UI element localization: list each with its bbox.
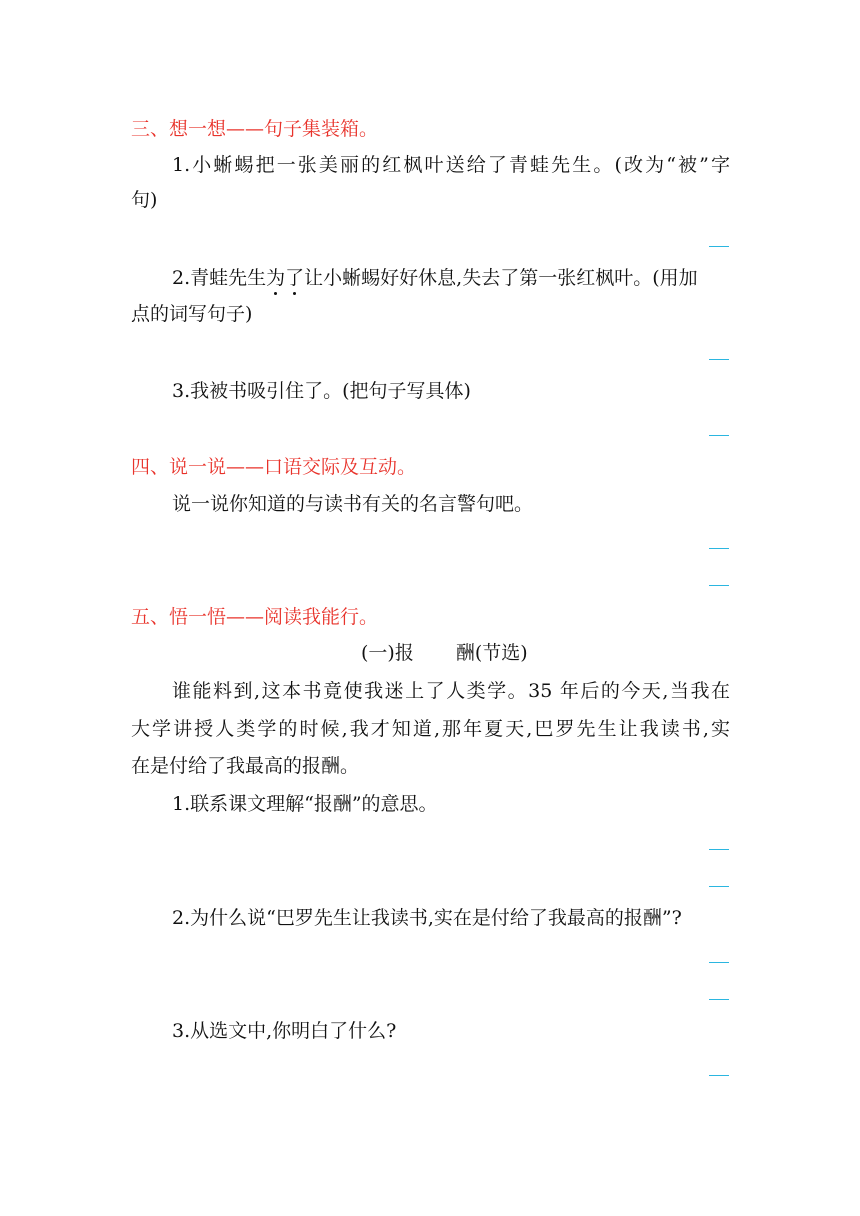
section3-heading: 三、想一想——句子集装箱。 [131, 118, 379, 140]
answer-line[interactable] [709, 359, 729, 360]
question5-3: 3.从选文中,你明白了什么? [172, 1020, 397, 1042]
answer-line[interactable] [709, 1075, 729, 1076]
answer-line[interactable] [709, 585, 729, 586]
section5-heading: 五、悟一悟——阅读我能行。 [131, 606, 379, 628]
question3-2-line2: 点的词写句子) [131, 303, 253, 325]
passage-line: 谁能料到,这本书竟使我迷上了人类学。35 年后的今天,当我在 [172, 680, 730, 702]
question3-1-line2: 句) [131, 189, 158, 211]
emphasis-dot-char: 为 [266, 267, 286, 289]
answer-line[interactable] [709, 435, 729, 436]
passage-line: 在是付给了我最高的报酬。 [131, 755, 360, 777]
question3-1-line1: 1.小蜥蜴把一张美丽的红枫叶送给了青蛙先生。(改为“被”字 [172, 154, 730, 176]
answer-line[interactable] [709, 999, 729, 1000]
emphasis-dot-char: 了 [285, 267, 305, 289]
passage-line: 大学讲授人类学的时候,我才知道,那年夏天,巴罗先生让我读书,实 [131, 718, 730, 740]
section4-heading: 四、说一说——口语交际及互动。 [131, 456, 417, 478]
question3-3: 3.我被书吸引住了。(把句子写具体) [172, 380, 471, 402]
answer-line[interactable] [709, 962, 729, 963]
question5-1: 1.联系课文理解“报酬”的意思。 [172, 793, 438, 815]
passage-title: (一)报 酬(节选) [361, 642, 528, 664]
answer-line[interactable] [709, 886, 729, 887]
question3-2-line1: 2.青蛙先生为了让小蜥蜴好好休息,失去了第一张红枫叶。(用加 [172, 267, 698, 289]
question5-2: 2.为什么说“巴罗先生让我读书,实在是付给了我最高的报酬”? [172, 907, 682, 929]
answer-line[interactable] [709, 849, 729, 850]
section4-prompt: 说一说你知道的与读书有关的名言警句吧。 [172, 493, 534, 515]
answer-line[interactable] [709, 548, 729, 549]
answer-line[interactable] [709, 246, 729, 247]
